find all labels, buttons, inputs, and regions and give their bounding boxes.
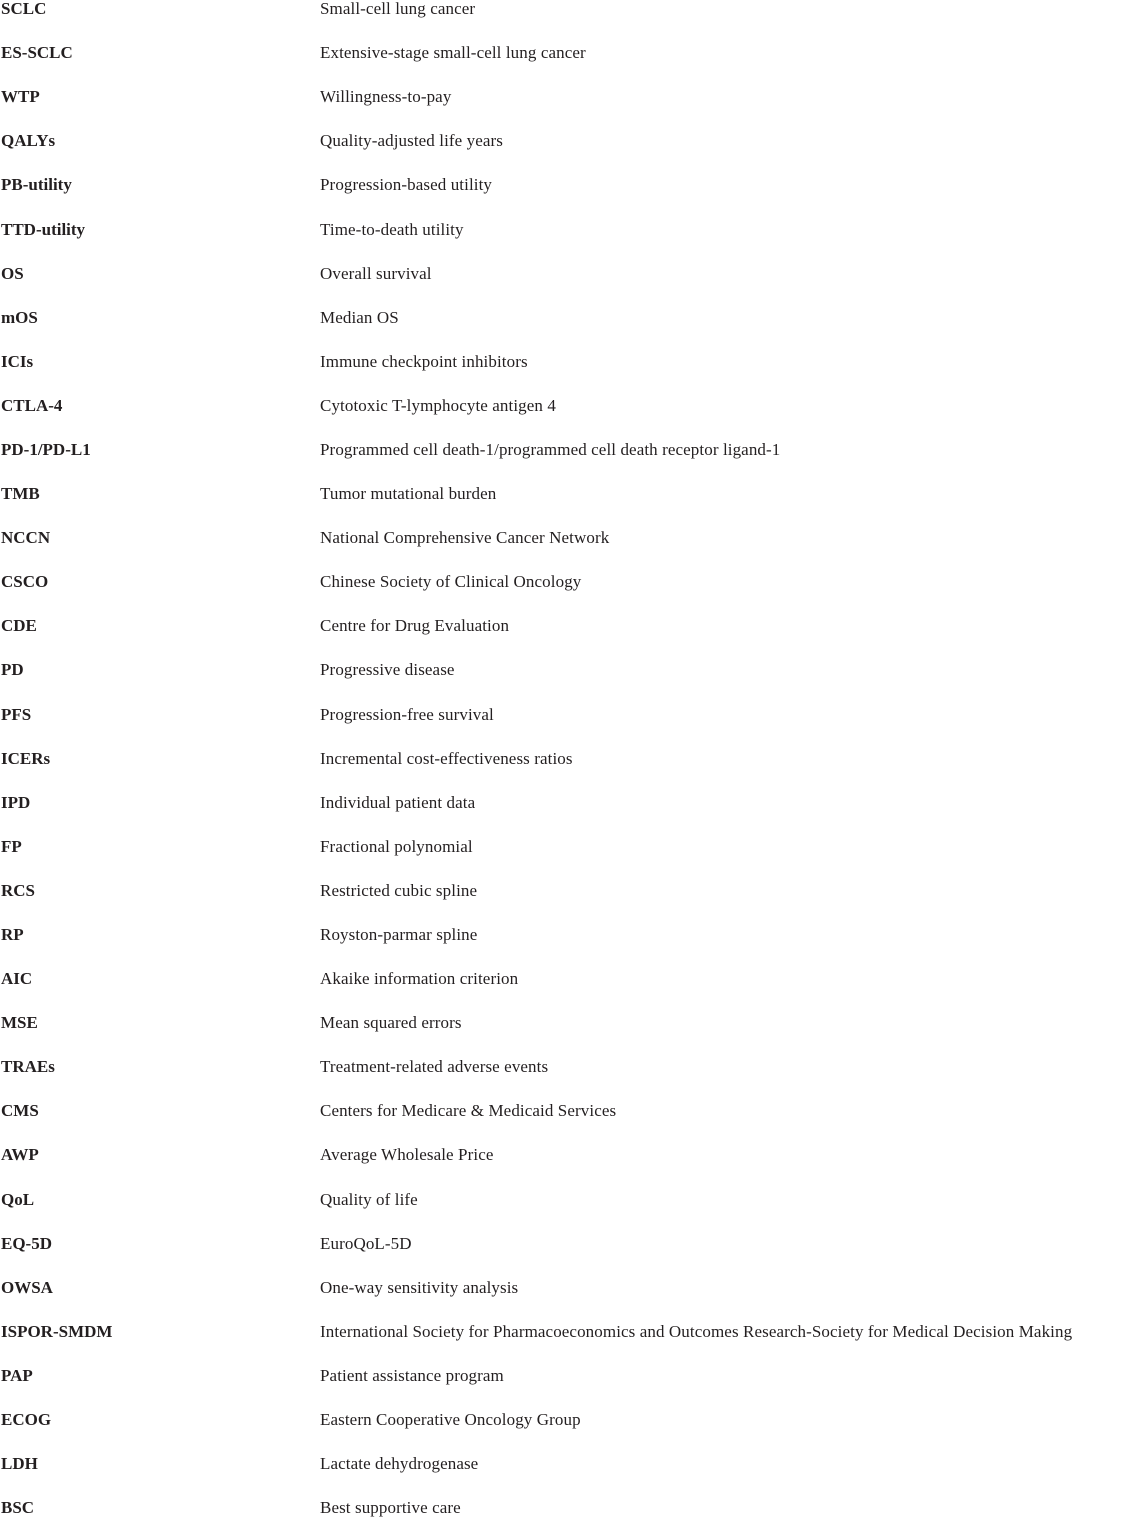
table-row bbox=[0, 825, 1145, 869]
definition: Median OS bbox=[320, 307, 399, 327]
abbreviation: RP bbox=[1, 925, 24, 945]
table-row bbox=[0, 31, 1145, 75]
table-row bbox=[0, 296, 1145, 340]
definition: Lactate dehydrogenase bbox=[320, 1454, 479, 1474]
table-row bbox=[0, 0, 1145, 31]
definition: National Comprehensive Cancer Network bbox=[320, 528, 610, 548]
definition: Royston-parmar spline bbox=[320, 925, 478, 945]
abbreviation: CTLA-4 bbox=[1, 395, 63, 415]
definition: Small-cell lung cancer bbox=[320, 0, 476, 19]
definition: Chinese Society of Clinical Oncology bbox=[320, 572, 582, 592]
abbreviation: AWP bbox=[1, 1145, 39, 1165]
abbreviation: ICIs bbox=[1, 351, 34, 371]
abbreviation: FP bbox=[1, 836, 22, 856]
definition: Incremental cost-effectiveness ratios bbox=[320, 748, 573, 768]
abbreviation: CDE bbox=[1, 616, 37, 636]
table-row bbox=[0, 1398, 1145, 1442]
abbreviation: WTP bbox=[1, 87, 40, 107]
definition: Centers for Medicare & Medicaid Services bbox=[320, 1101, 617, 1121]
abbreviation: CMS bbox=[1, 1101, 39, 1121]
definition: Quality-adjusted life years bbox=[320, 131, 504, 151]
table-row bbox=[0, 913, 1145, 957]
definition: Eastern Cooperative Oncology Group bbox=[320, 1410, 581, 1430]
definition: Progression-based utility bbox=[320, 175, 493, 195]
table-row bbox=[0, 119, 1145, 163]
table-row bbox=[0, 1310, 1145, 1354]
definition: Immune checkpoint inhibitors bbox=[320, 351, 528, 371]
abbreviation: PFS bbox=[1, 704, 32, 724]
abbreviation: PD-1/PD-L1 bbox=[1, 439, 91, 459]
abbreviation: OWSA bbox=[1, 1277, 53, 1297]
table-row bbox=[0, 604, 1145, 648]
definition: Overall survival bbox=[320, 263, 432, 283]
table-row bbox=[0, 207, 1145, 251]
definition: Tumor mutational burden bbox=[320, 484, 497, 504]
table-row bbox=[0, 516, 1145, 560]
table-row bbox=[0, 1001, 1145, 1045]
abbreviation: IPD bbox=[1, 792, 31, 812]
abbreviation: CSCO bbox=[1, 572, 49, 592]
definition: Centre for Drug Evaluation bbox=[320, 616, 510, 636]
abbreviation: AIC bbox=[1, 969, 33, 989]
abbreviation: ECOG bbox=[1, 1410, 52, 1430]
abbreviation: mOS bbox=[1, 307, 38, 327]
table-row bbox=[0, 781, 1145, 825]
abbreviation: QALYs bbox=[1, 131, 56, 151]
table-row bbox=[0, 1266, 1145, 1310]
table-row bbox=[0, 472, 1145, 516]
table-row bbox=[0, 1178, 1145, 1222]
definition: EuroQoL-5D bbox=[320, 1233, 412, 1253]
definition: Mean squared errors bbox=[320, 1013, 462, 1033]
definition: Treatment-related adverse events bbox=[320, 1057, 549, 1077]
definition: Akaike information criterion bbox=[320, 969, 519, 989]
table-row bbox=[0, 163, 1145, 207]
table-row bbox=[0, 1222, 1145, 1266]
table-row bbox=[0, 1486, 1145, 1530]
table-row bbox=[0, 75, 1145, 119]
definition: Fractional polynomial bbox=[320, 836, 473, 856]
definition: Progression-free survival bbox=[320, 704, 494, 724]
abbreviation: SCLC bbox=[1, 0, 47, 19]
abbreviation: PAP bbox=[1, 1365, 33, 1385]
abbreviation: QoL bbox=[1, 1189, 35, 1209]
definition: Extensive-stage small-cell lung cancer bbox=[320, 43, 586, 63]
definition: International Society for Pharmacoeconomics and Outcomes Research-Society for Medical Decision Making bbox=[320, 1321, 1073, 1341]
table-row bbox=[0, 1442, 1145, 1486]
definition: Best supportive care bbox=[320, 1498, 461, 1518]
definition: Individual patient data bbox=[320, 792, 476, 812]
definition: Restricted cubic spline bbox=[320, 880, 478, 900]
abbreviation: ES-SCLC bbox=[1, 43, 73, 63]
abbreviation: BSC bbox=[1, 1498, 35, 1518]
definition: Progressive disease bbox=[320, 660, 455, 680]
abbreviation: EQ-5D bbox=[1, 1233, 52, 1253]
table-row bbox=[0, 384, 1145, 428]
definition: Time-to-death utility bbox=[320, 219, 464, 239]
abbreviation: TMB bbox=[1, 484, 40, 504]
abbreviation: PD bbox=[1, 660, 24, 680]
table-row bbox=[0, 957, 1145, 1001]
definition: One-way sensitivity analysis bbox=[320, 1277, 519, 1297]
abbreviation: OS bbox=[1, 263, 24, 283]
table-row bbox=[0, 252, 1145, 296]
abbreviation: LDH bbox=[1, 1454, 38, 1474]
table-row bbox=[0, 340, 1145, 384]
abbreviation: ISPOR-SMDM bbox=[1, 1321, 113, 1341]
abbreviation: MSE bbox=[1, 1013, 38, 1033]
abbreviation: RCS bbox=[1, 880, 36, 900]
definition: Willingness-to-pay bbox=[320, 87, 452, 107]
table-row bbox=[0, 560, 1145, 604]
definition: Average Wholesale Price bbox=[320, 1145, 494, 1165]
definition: Cytotoxic T-lymphocyte antigen 4 bbox=[320, 395, 556, 415]
definition: Patient assistance program bbox=[320, 1365, 504, 1385]
definition: Programmed cell death-1/programmed cell death receptor ligand-1 bbox=[320, 439, 781, 459]
table-row bbox=[0, 693, 1145, 737]
table-row bbox=[0, 1045, 1145, 1089]
table-row bbox=[0, 869, 1145, 913]
table-row bbox=[0, 1089, 1145, 1133]
table-row bbox=[0, 1133, 1145, 1177]
abbreviation: TRAEs bbox=[1, 1057, 55, 1077]
table-row bbox=[0, 737, 1145, 781]
abbreviation: NCCN bbox=[1, 528, 51, 548]
definition: Quality of life bbox=[320, 1189, 418, 1209]
table-row bbox=[0, 648, 1145, 692]
abbreviation: TTD-utility bbox=[1, 219, 86, 239]
table-row bbox=[0, 428, 1145, 472]
table-row bbox=[0, 1354, 1145, 1398]
abbreviation: ICERs bbox=[1, 748, 51, 768]
abbreviation: PB-utility bbox=[1, 175, 72, 195]
